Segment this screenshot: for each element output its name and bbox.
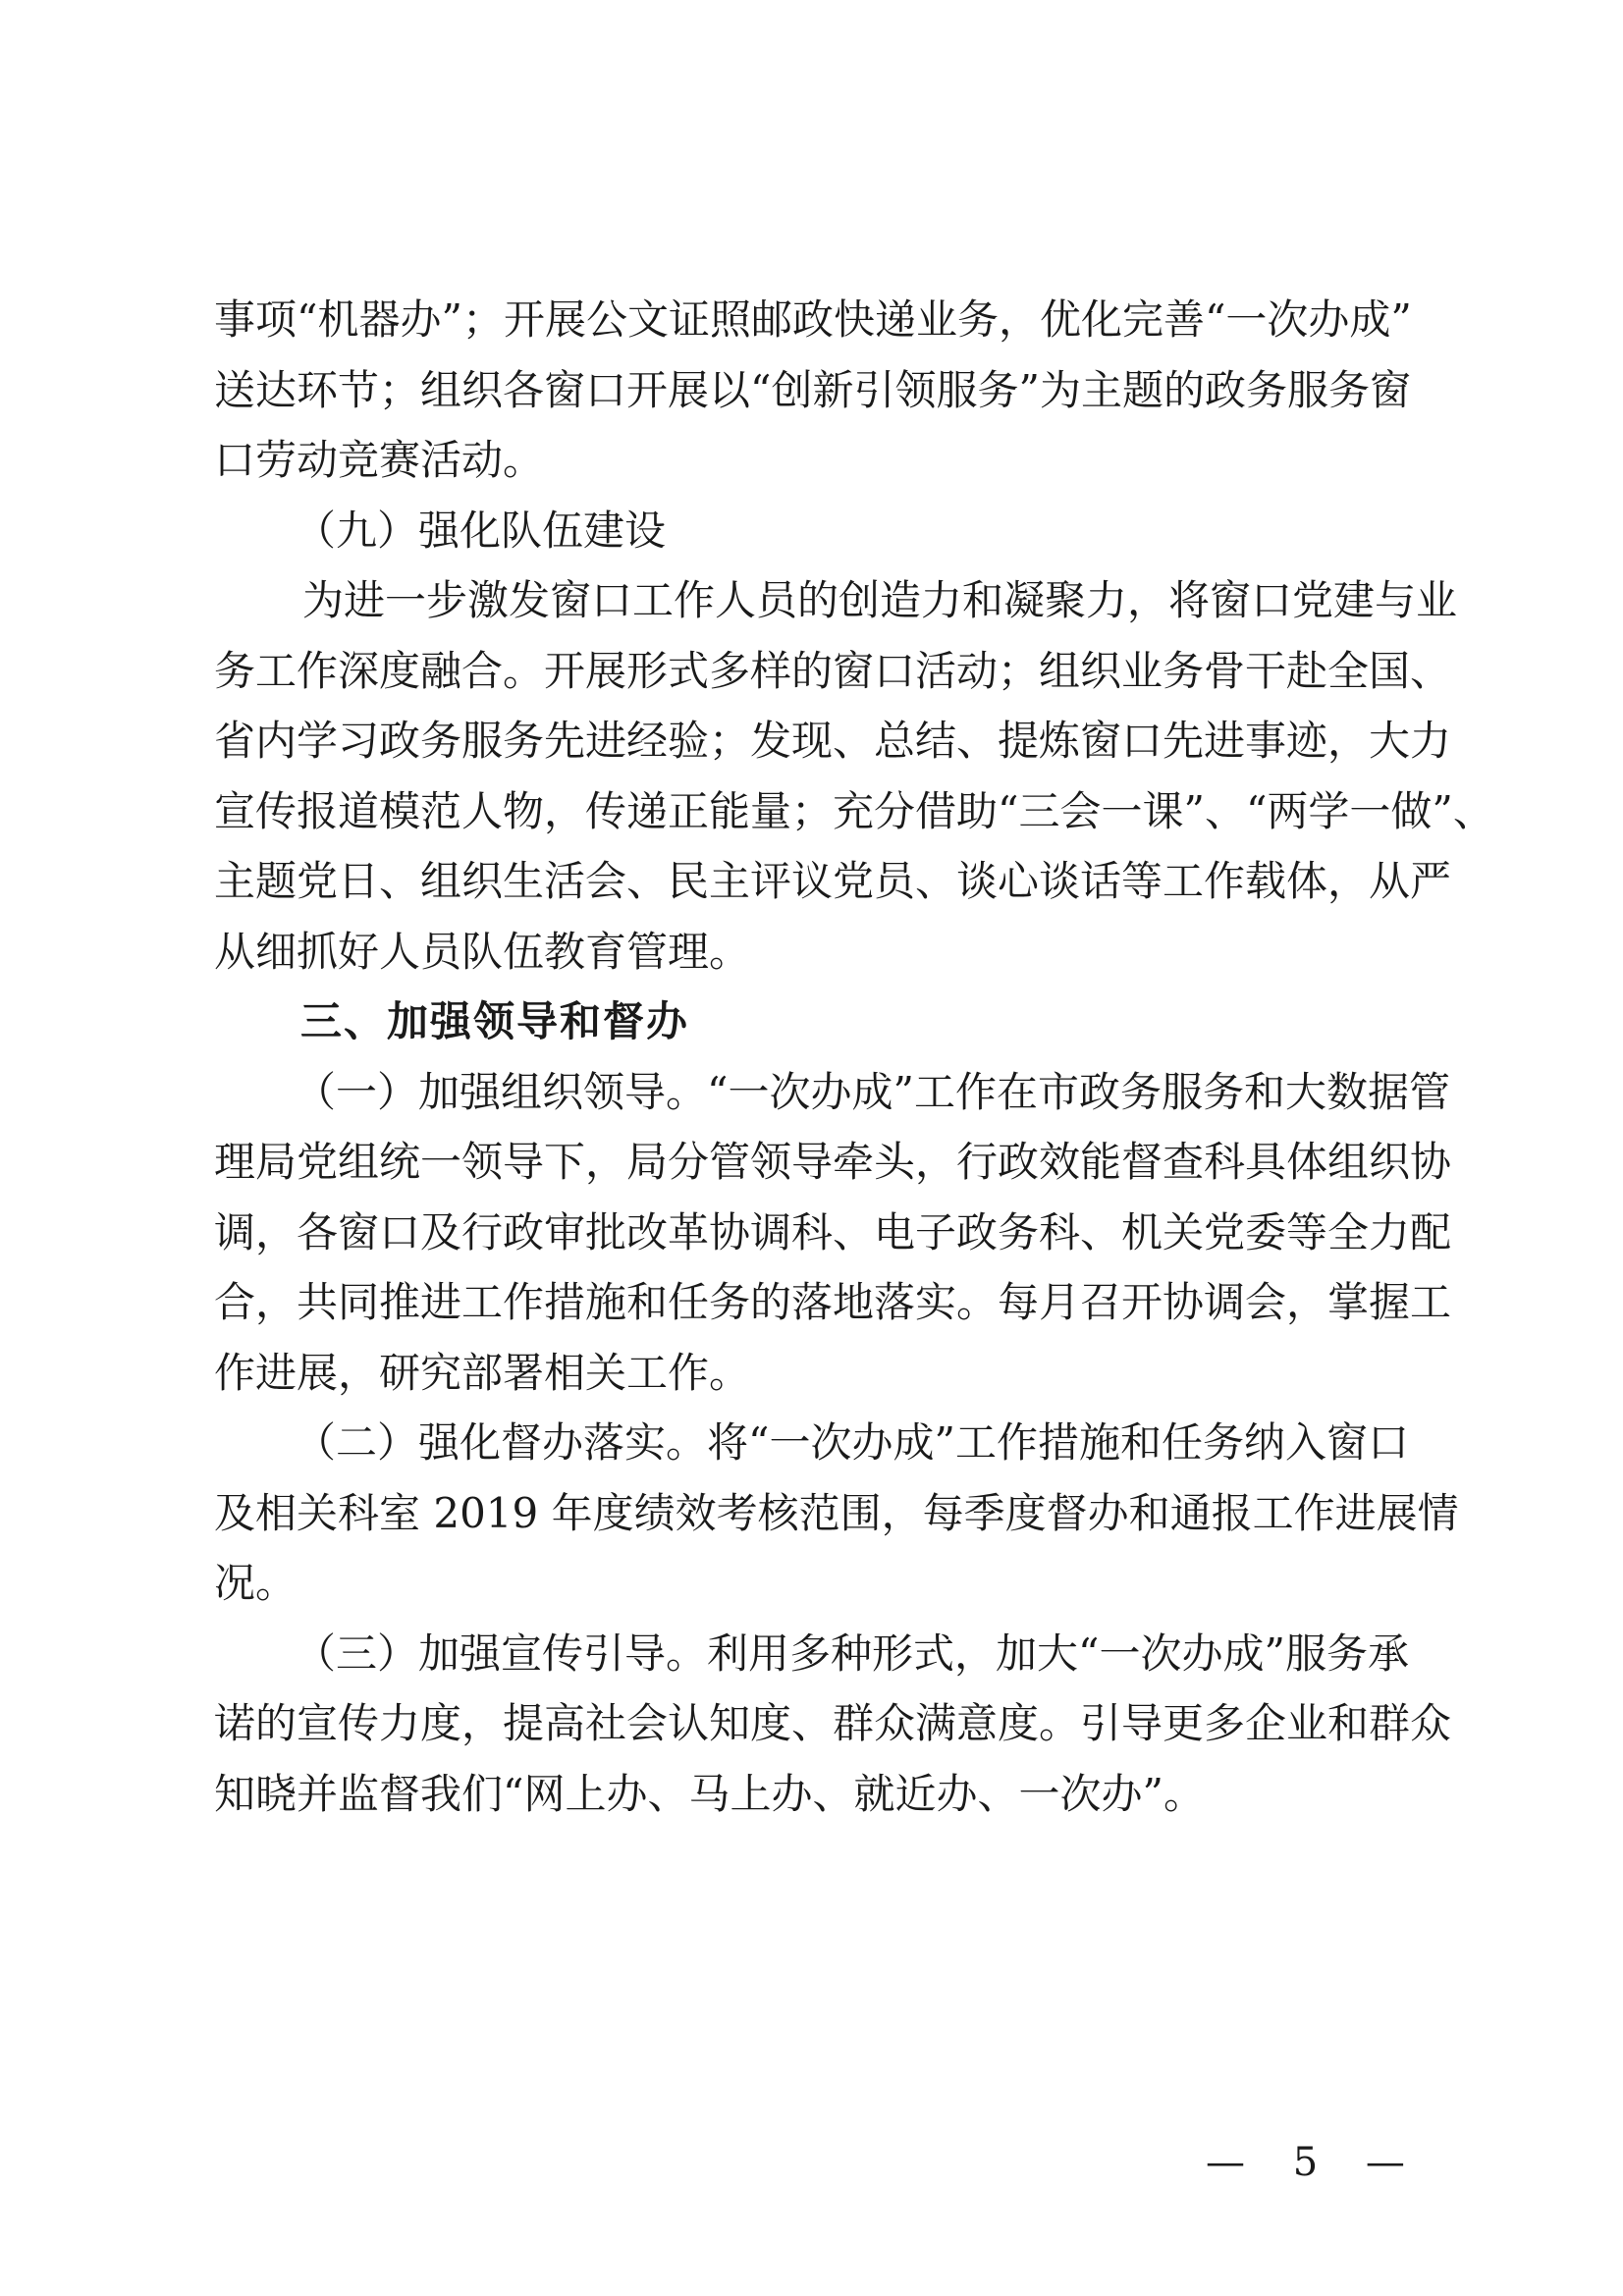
- body-line: 事项“机器办”；开展公文证照邮政快递业务，优化完善“一次办成”: [214, 295, 1412, 344]
- body-line: （三）加强宣传引导。利用多种形式，加大“一次办成”服务承: [295, 1629, 1409, 1678]
- body-line: 作进展，研究部署相关工作。: [214, 1349, 751, 1397]
- body-line: 诺的宣传力度，提高社会认知度、群众满意度。引导更多企业和群众: [214, 1699, 1452, 1747]
- body-line: （一）加强组织领导。“一次办成”工作在市政务服务和大数据管: [295, 1068, 1450, 1116]
- body-line: 为进一步激发窗口工作人员的创造力和凝聚力，将窗口党建与业: [302, 576, 1458, 624]
- body-line: 务工作深度融合。开展形式多样的窗口活动；组织业务骨干赴全国、: [214, 647, 1452, 695]
- section-heading: 三、加强领导和督办: [300, 997, 690, 1045]
- body-line: 宣传报道模范人物，传递正能量；充分借助“三会一课”、“两学一做”、: [214, 787, 1494, 835]
- body-line: 合，共同推进工作措施和任务的落地落实。每月召开协调会，掌握工: [214, 1278, 1452, 1326]
- body-line: 及相关科室 2019 年度绩效考核范围，每季度督办和通报工作进展情: [214, 1489, 1459, 1537]
- body-line: 主题党日、组织生活会、民主评议党员、谈心谈话等工作载体，从严: [214, 857, 1452, 905]
- body-line: 理局党组统一领导下，局分管领导牵头，行政效能督查科具体组织协: [214, 1138, 1452, 1186]
- body-line: 省内学习政务服务先进经验；发现、总结、提炼窗口先进事迹，大力: [214, 717, 1452, 765]
- page-number: — 5 —: [1206, 2140, 1423, 2185]
- body-line: （二）强化督办落实。将“一次办成”工作措施和任务纳入窗口: [295, 1418, 1409, 1467]
- section-subheading: （九）强化队伍建设: [295, 507, 667, 555]
- body-line: 况。: [214, 1559, 298, 1607]
- body-line: 知晓并监督我们“网上办、马上办、就近办、一次办”。: [214, 1770, 1205, 1818]
- body-line: 从细抓好人员队伍教育管理。: [214, 928, 751, 976]
- body-line: 口劳动竞赛活动。: [214, 436, 545, 484]
- body-line: 调，各窗口及行政审批改革协调科、电子政务科、机关党委等全力配: [214, 1208, 1452, 1256]
- body-line: 送达环节；组织各窗口开展以“创新引领服务”为主题的政务服务窗: [214, 366, 1411, 414]
